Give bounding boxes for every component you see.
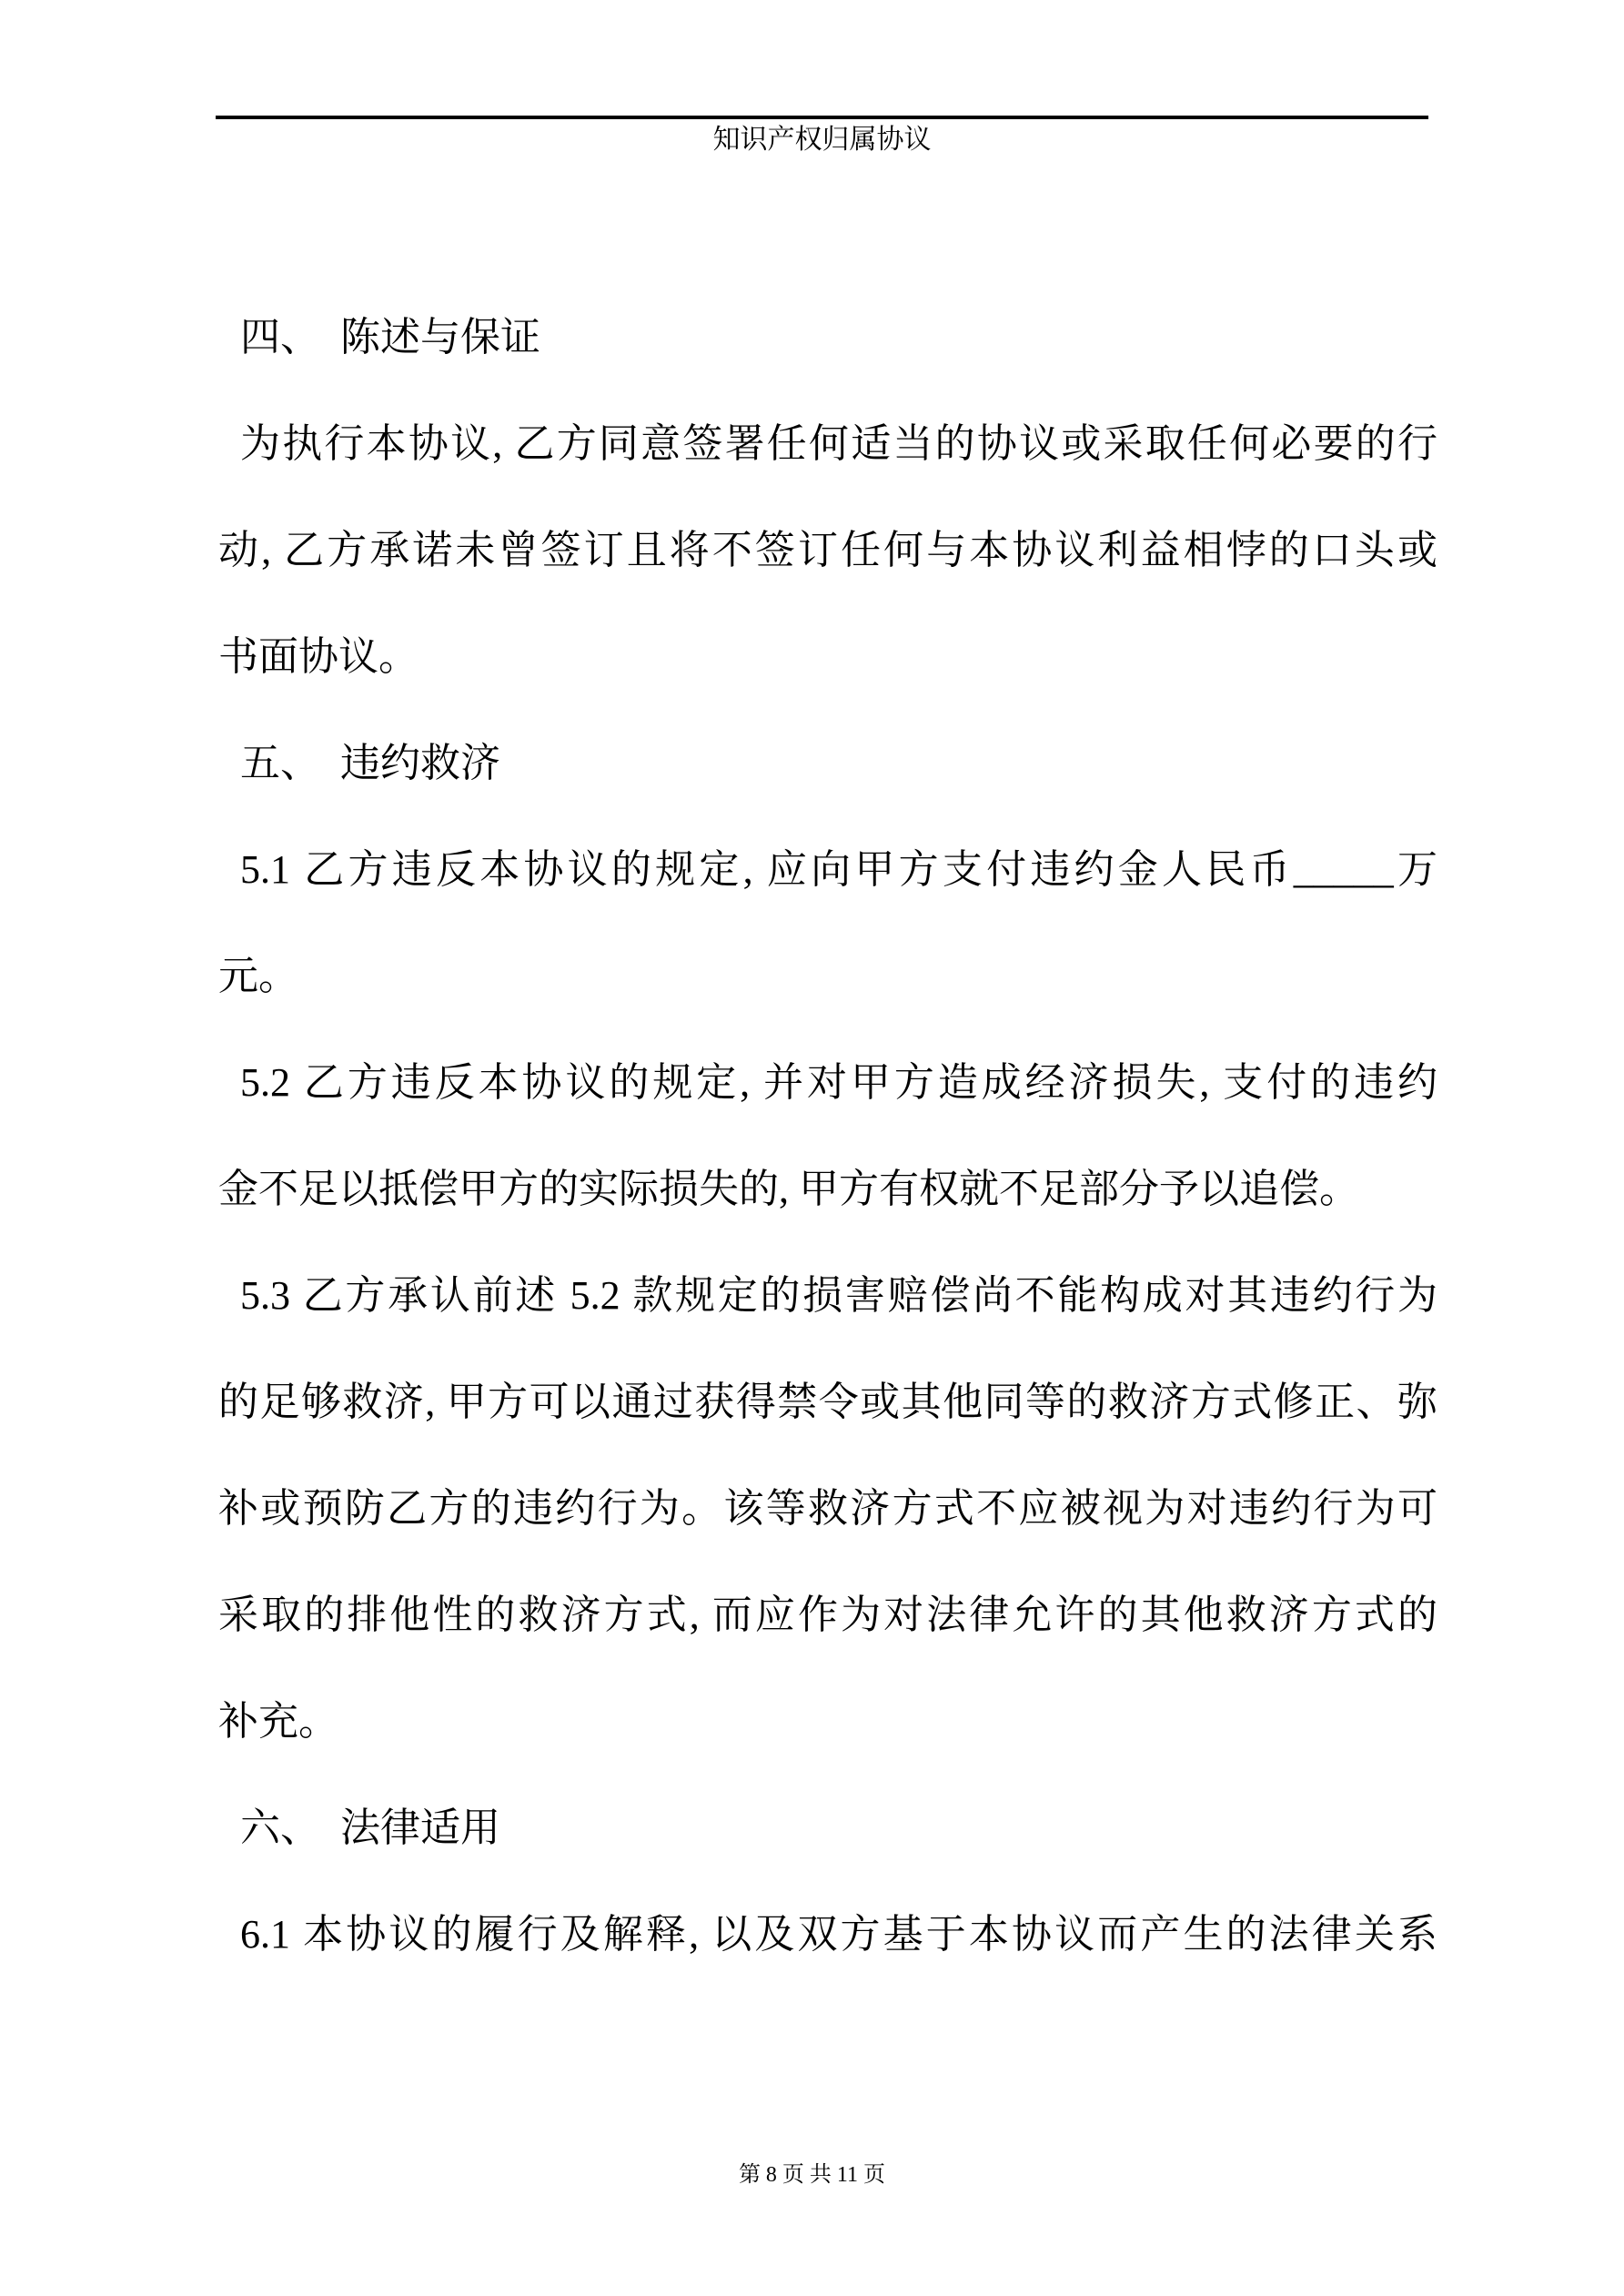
- text-line: 为执行本协议, 乙方同意签署任何适当的协议或采取任何必要的行: [240, 421, 1437, 466]
- text-line: 元。: [218, 954, 298, 998]
- text-line: 采取的排他性的救济方式, 而应作为对法律允许的其他救济方式的: [218, 1593, 1437, 1637]
- document-title: 知识产权归属协议: [712, 125, 932, 155]
- text-line: 5.1 乙方违反本协议的规定, 应向甲方支付违约金人民币_____万: [240, 847, 1437, 892]
- text-line: 6.1 本协议的履行及解释, 以及双方基于本协议而产生的法律关系: [240, 1912, 1437, 1957]
- text-line: 补或预防乙方的违约行为。该等救济方式不应被视为对违约行为可: [218, 1486, 1437, 1531]
- text-line: 动, 乙方承诺未曾签订且将不签订任何与本协议利益相悖的口头或: [218, 528, 1437, 572]
- text-line: 补充。: [218, 1699, 338, 1744]
- page-indicator: 第 8 页 共 11 页: [738, 2163, 886, 2187]
- text-line: 的足够救济, 甲方可以通过获得禁令或其他同等的救济方式修正、弥: [218, 1380, 1437, 1424]
- text-line: 5.2 乙方违反本协议的规定, 并对甲方造成经济损失, 支付的违约: [240, 1060, 1437, 1105]
- text-line: 书面协议。: [218, 634, 419, 679]
- page-footer: [0, 2159, 1624, 2191]
- section-heading-6: 六、 法律适用: [240, 1805, 500, 1850]
- section-heading-5: 五、 违约救济: [240, 741, 500, 785]
- text-line: 5.3 乙方承认前述 5.2 款规定的损害赔偿尚不能构成对其违约行为: [240, 1273, 1437, 1318]
- page-header: [216, 116, 1428, 159]
- document-body: [218, 284, 1437, 1988]
- text-line: 金不足以抵偿甲方的实际损失的, 甲方有权就不足部分予以追偿。: [218, 1167, 1359, 1211]
- section-heading-4: 四、 陈述与保证: [240, 315, 540, 359]
